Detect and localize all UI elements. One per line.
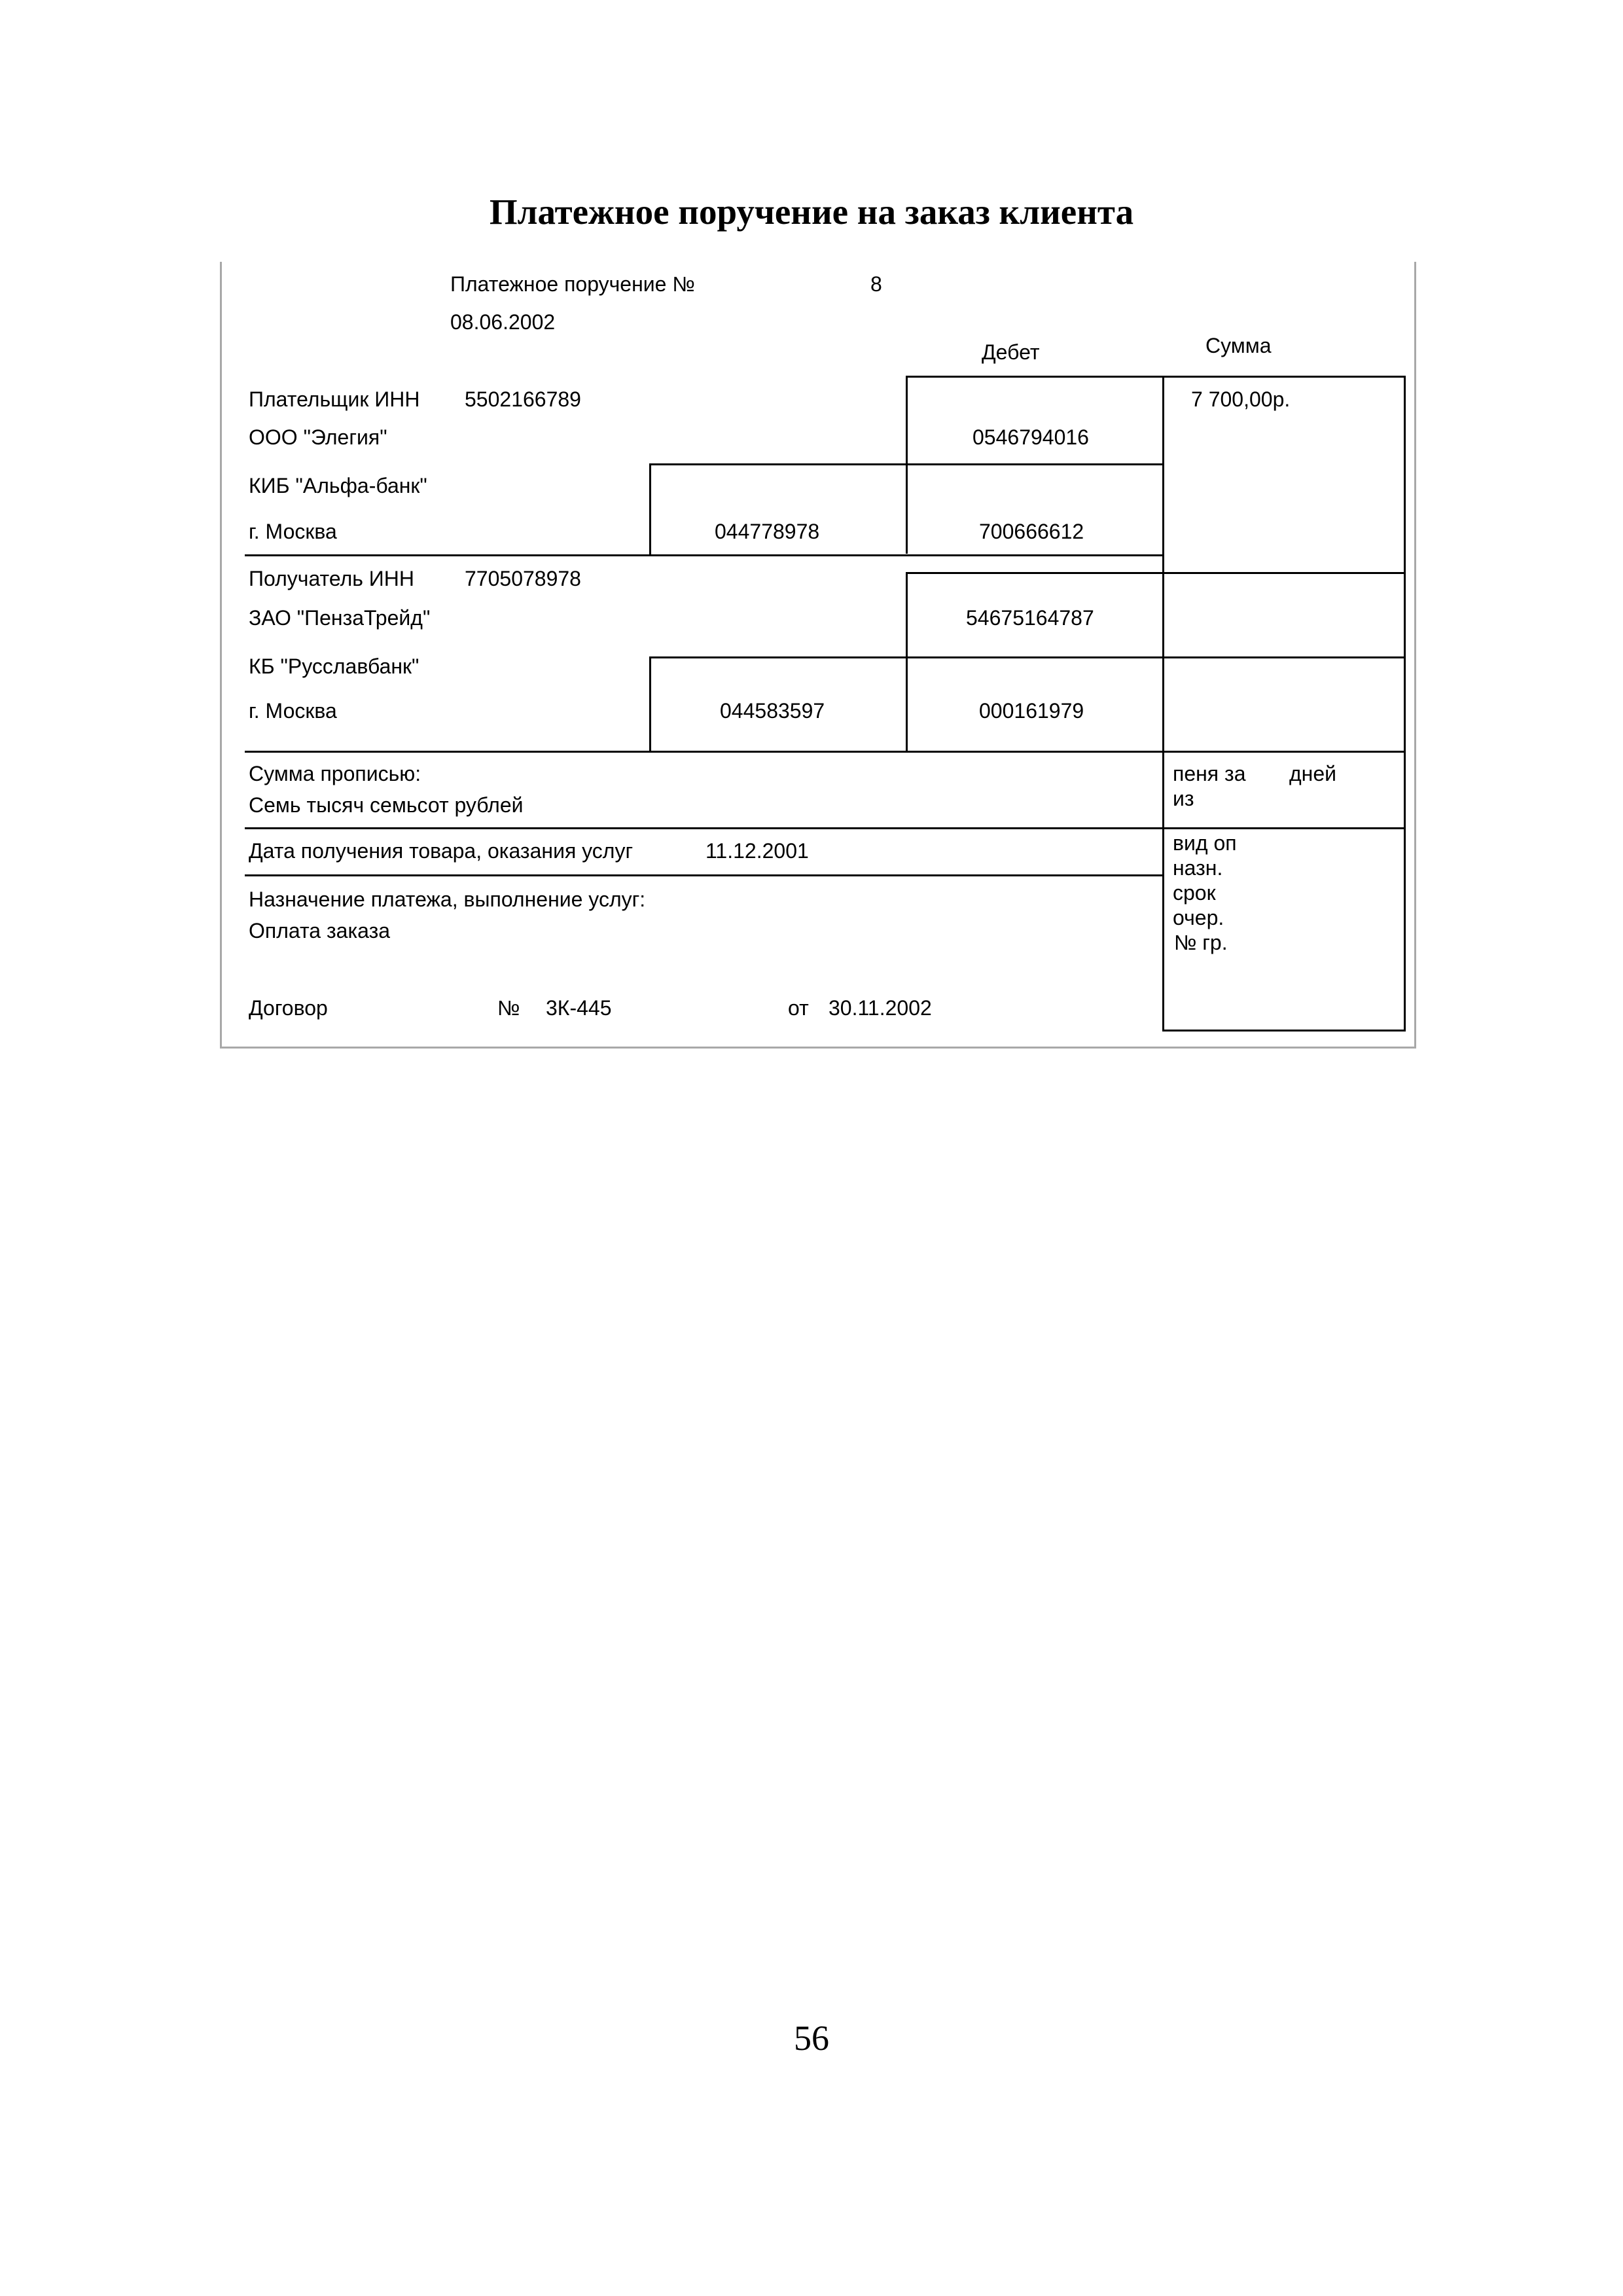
- payer-bik-left-line: [649, 463, 651, 556]
- penalty-label: пеня за: [1173, 762, 1246, 785]
- recipient-corr-account: 000161979: [979, 699, 1084, 723]
- delivery-bottom-line: [245, 874, 1164, 876]
- contract-label: Договор: [249, 996, 328, 1020]
- penalty-of-label: из: [1173, 787, 1194, 810]
- recipient-bik: 044583597: [720, 699, 825, 723]
- payment-amount: 7 700,00р.: [1191, 387, 1291, 411]
- side-code-group: № гр.: [1174, 931, 1228, 954]
- purpose-label: Назначение платежа, выполнение услуг:: [249, 888, 646, 911]
- recipient-bik-left-line: [649, 656, 651, 753]
- payer-bank: КИБ "Альфа-банк": [249, 474, 427, 497]
- contract-number: 3К-445: [546, 996, 612, 1020]
- recipient-bottom-line: [245, 751, 1406, 753]
- side-code-purpose: назн.: [1173, 856, 1223, 880]
- payer-bik: 044778978: [715, 520, 820, 543]
- payer-name: ООО "Элегия": [249, 425, 387, 449]
- payer-bottom-line: [245, 554, 1164, 556]
- side-code-priority: очер.: [1173, 906, 1224, 929]
- recipient-name: ЗАО "ПензаТрейд": [249, 606, 431, 630]
- sum-right-line: [1404, 376, 1406, 1031]
- payer-inn: 5502166789: [465, 387, 581, 411]
- recipient-city: г. Москва: [249, 699, 337, 723]
- recipient-account-top-line: [906, 572, 1406, 574]
- payer-bank-top-line: [649, 463, 1164, 465]
- document-heading: Платежное поручение на заказ клиента: [489, 192, 1134, 232]
- penalty-days-label: дней: [1289, 762, 1337, 785]
- side-code-term: срок: [1173, 881, 1216, 905]
- side-code-operation-type: вид оп: [1173, 831, 1237, 855]
- contract-date: 30.11.2002: [829, 996, 932, 1020]
- recipient-account: 54675164787: [966, 606, 1094, 630]
- purpose-value: Оплата заказа: [249, 919, 391, 942]
- sum-column-header: Сумма: [1205, 334, 1272, 357]
- debit-top-line: [906, 376, 1406, 378]
- payer-corr-account: 700666612: [979, 520, 1084, 543]
- recipient-account-left-line: [906, 572, 908, 753]
- side-box-bottom-line: [1162, 1030, 1406, 1031]
- amount-words-bottom-line: [245, 827, 1406, 829]
- recipient-bank: КБ "Русславбанк": [249, 655, 419, 678]
- sum-left-line: [1162, 376, 1164, 1031]
- payer-label: Плательщик ИНН: [249, 387, 420, 411]
- order-date: 08.06.2002: [450, 310, 556, 334]
- contract-from-label: от: [788, 996, 809, 1020]
- delivery-label: Дата получения товара, оказания услуг: [249, 839, 633, 863]
- recipient-bank-top-line: [649, 656, 1406, 658]
- order-label: Платежное поручение №: [450, 272, 695, 296]
- recipient-inn: 7705078978: [465, 567, 581, 590]
- contract-no-label: №: [497, 996, 520, 1020]
- debit-column-header: Дебет: [982, 340, 1040, 364]
- payer-city: г. Москва: [249, 520, 337, 543]
- recipient-label: Получатель ИНН: [249, 567, 415, 590]
- page-number: 56: [794, 2018, 829, 2058]
- payer-account: 0546794016: [972, 425, 1089, 449]
- delivery-date: 11.12.2001: [705, 839, 809, 863]
- amount-words-label: Сумма прописью:: [249, 762, 421, 785]
- amount-words-value: Семь тысяч семьсот рублей: [249, 793, 524, 817]
- order-number: 8: [870, 272, 882, 296]
